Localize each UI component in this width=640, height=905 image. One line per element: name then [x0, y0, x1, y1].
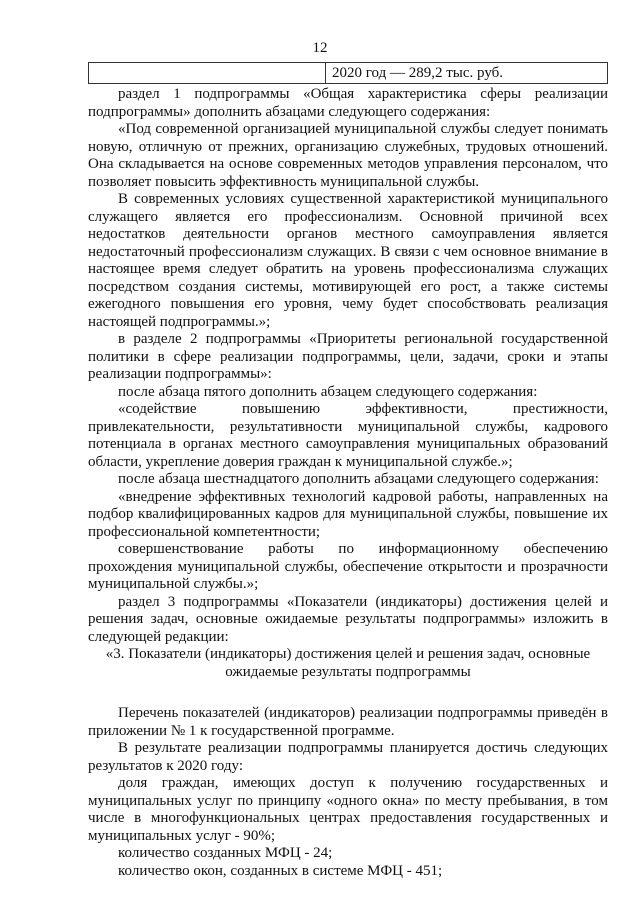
- paragraph: раздел 1 подпрограммы «Общая характеристика сферы реализации подпрограммы» дополнить абзацами следующего содержания:: [88, 86, 608, 120]
- paragraph: Перечень показателей (индикаторов) реализации подпрограммы приведён в приложении № 1 к государственной программе.: [88, 705, 608, 739]
- paragraph: доля граждан, имеющих доступ к получению государственных и муниципальных услуг по принципу «одного окна» по месту пребывания, в том числе в многофункциональных центрах предоставления государственных и муниципальных услуг - 90%;: [88, 775, 608, 844]
- paragraph: «содействие повышению эффективности, престижности, привлекательности, результативности муниципальной службы, кадрового потенциала в органах местного самоуправления муниципальных образований области, укрепление доверия граждан к муниципальной службе.»;: [88, 401, 608, 470]
- funding-table-row: [88, 62, 608, 84]
- paragraph: «Под современной организацией муниципальной службы следует понимать новую, отличную от прежних, организацию служебных, трудовых отношений. Она складывается на основе современных методов управления персоналом, что позволяет повысить эффективность муниципальной службы.: [88, 121, 608, 190]
- paragraph: количество окон, созданных в системе МФЦ - 451;: [118, 862, 443, 879]
- paragraph: «внедрение эффективных технологий кадровой работы, направленных на подбор квалифицированных кадров для муниципальной службы, повышение их профессиональной компетентности;: [88, 488, 608, 540]
- paragraph: количество созданных МФЦ - 24;: [118, 845, 333, 861]
- paragraph: В результате реализации подпрограммы планируется достичь следующих результатов к 2020 году:: [88, 740, 608, 774]
- document-body: [88, 86, 608, 880]
- paragraph: после абзаца пятого дополнить абзацем следующего содержания:: [118, 383, 538, 400]
- paragraph: В современных условиях существенной характеристикой муниципального служащего является его профессионализм. Основной причиной всех недостатков деятельности органов местного самоуправления является недостаточный профессионализм служащих. В связи с чем основное внимание в настоящее время следует обратить на уровень профессионализма служащих посредством создания системы, мотивирующей его рост, а также системы ежегодного повышения его уровня, чему будет способствовать реализация настоящей подпрограммы.»;: [88, 191, 608, 330]
- paragraph: раздел 3 подпрограммы «Показатели (индикаторы) достижения целей и решения задач, основные ожидаемые результаты подпрограммы» изложить в следующей редакции:: [88, 593, 608, 645]
- page-number: 12: [312, 40, 328, 56]
- paragraph: совершенствование работы по информационному обеспечению прохождения муниципальной службы, обеспечение открытости и прозрачности муниципальной службы.»;: [88, 541, 608, 592]
- section-heading-line1: «3. Показатели (индикаторы) достижения целей и решения задач, основные: [105, 646, 591, 662]
- table-cell-funding-2020: 2020 год — 289,2 тыс. руб.: [332, 65, 504, 81]
- spacer: [88, 681, 608, 705]
- table-cell-empty: [89, 63, 326, 83]
- paragraph: в разделе 2 подпрограммы «Приоритеты региональной государственной политики в сфере реализации подпрограммы, цели, задачи, сроки и этапы реализации подпрограммы»:: [88, 331, 608, 382]
- paragraph: после абзаца шестнадцатого дополнить абзацами следующего содержания:: [118, 471, 599, 487]
- section-heading-line2: ожидаемые результаты подпрограммы: [225, 663, 471, 680]
